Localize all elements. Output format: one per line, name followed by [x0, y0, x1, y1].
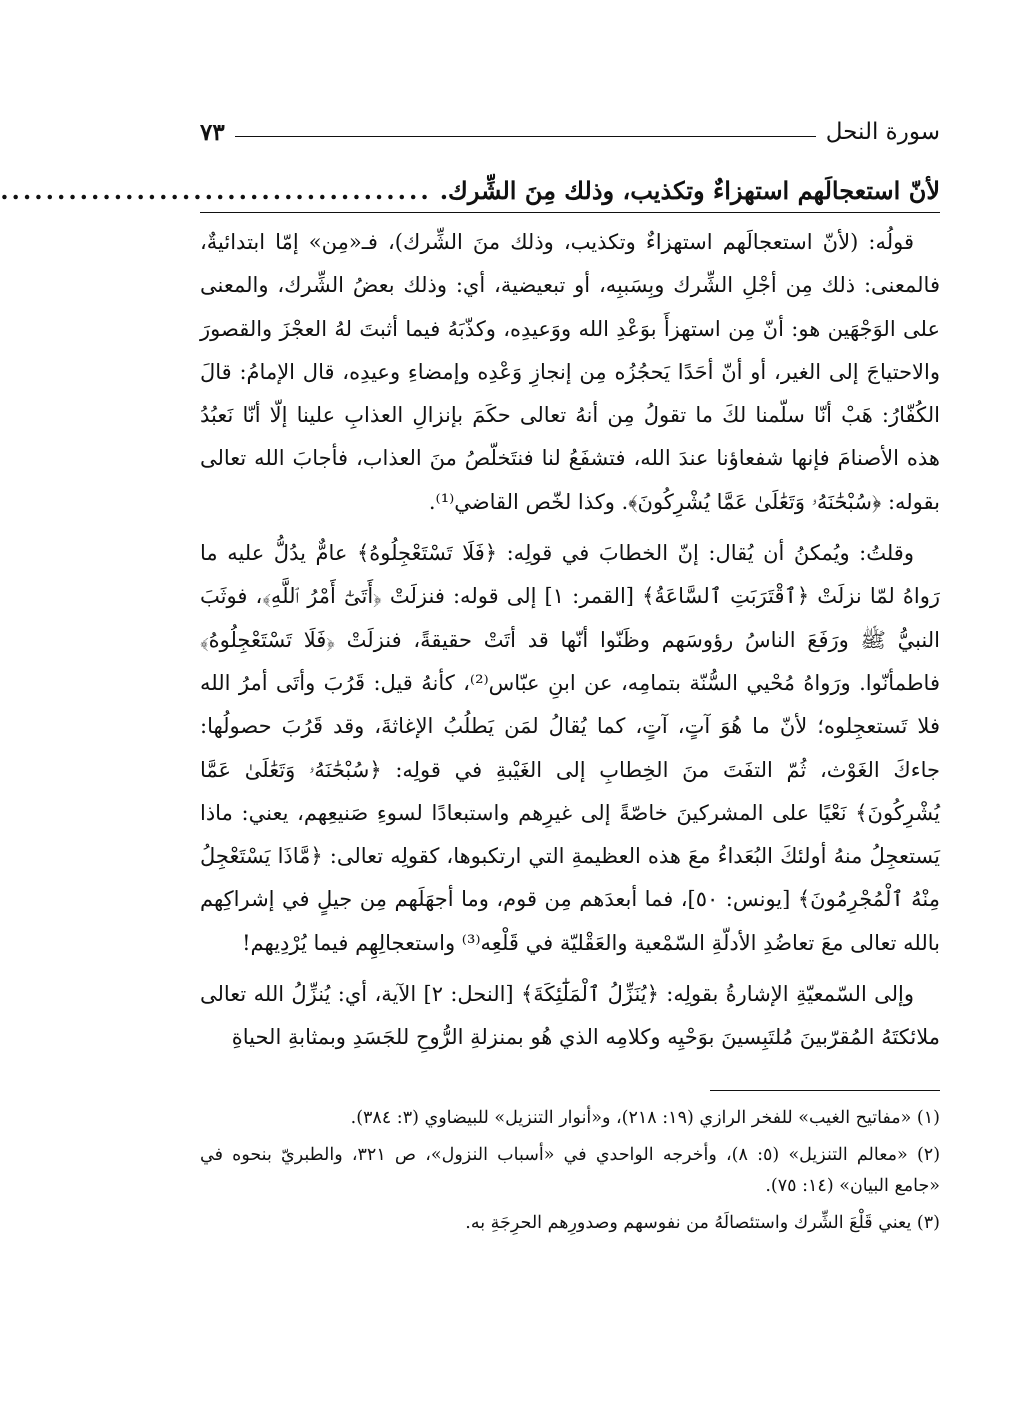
paragraph-3: وإلى السّمعيّةِ الإشارةُ بقولِه: ﴿يُنَزِّلُ ٱلْمَلَٰٓئِكَةَ﴾ [النحل: ٢] الآية، أي: يُنزِّلُ الله تعالى ملائكتَهُ المُقرّبينَ مُلتَبِسينَ بوَحْيِه وكلامِه الذي هُو بمنزلةِ الرُّوحِ للجَسَدِ وبمثابةِ الحياةِ [200, 982, 940, 1050]
paragraph-1: قولُه: (لأنّ استعجالَهم استهزاءٌ وتكذيب، وذلك منَ الشِّرك)، فـ«مِن» إمّا ابتدائيةٌ، فالمعنى: ذلك مِن أجْلِ الشِّرك وبِسَببِه، أو تبعيضية، أي: وذلك بعضُ الشِّرك، والمعنى على الوَجْهَين هو: أنّ مِن استهزأَ بوَعْدِ الله ووَعيدِه، وكذّبَهُ فيما أثبتَ لهُ العجْزَ والقصورَ والاحتياجَ إلى الغير، أو أنّ أحَدًا يَحجُزُه مِن إنجازِ وَعْدِه وإمضاءِ وعيدِه، قال الإمامُ: قالَ الكُفّارُ: هَبْ أنّا سلّمنا لكَ ما تقولُ مِن أنهُ تعالى حكَمَ بإنزالِ العذابِ علينا إلّا أنّا نَعبُدُ هذه الأصنامَ فإنها شفعاؤنا عندَ الله، فتشفَعُ لنا فنتَخلّصُ منَ العذاب، فأجابَ الله تعالى بقوله: ﴿سُبْحَٰنَهُۥ وَتَعَٰلَىٰ عَمَّا يُشْرِكُونَ﴾. وكذا لخّص القاضي⁽¹⁾. [200, 230, 940, 514]
footnotes [200, 1103, 940, 1239]
surah-title: سورة النحل [825, 119, 940, 145]
page [0, 112, 941, 1245]
footnote-1: (١) «مفاتيح الغيب» للفخر الرازي (١٩: ٢١٨)، و«أنوار التنزيل» للبيضاوي (٣: ٣٨٤). [350, 1107, 940, 1128]
matn-line [0, 174, 940, 208]
paragraph-2: وقلتُ: ويُمكنُ أن يُقال: إنّ الخطابَ في قولِه: ﴿فَلَا تَسْتَعْجِلُوهُ﴾ عامٌّ يدُلُّ عليه ما رَواهُ لمّا نزلَتْ ﴿ٱقْتَرَبَتِ ٱلسَّاعَةُ﴾ [القمر: ١] إلى قوله: فنزلَتْ ﴿أَتَىٰٓ أَمْرُ ٱللَّهِ﴾، فوثَبَ النبيُّ ﷺ ورَفَعَ الناسُ رؤوسَهم وظَنّوا أنّها قد أتَتْ حقيقةً، فنزلَتْ ﴿فَلَا تَسْتَعْجِلُوهُ﴾ فاطمأنّوا. ورَواهُ مُحْيي السُّنّة بتمامِه، عن ابنِ عبّاس⁽²⁾، كأنهُ قيل: قَرُبَ وأتَى أمرُ الله فلا تَستعجِلوه؛ لأنّ ما هُوَ آتٍ، آتٍ، كما يُقالُ لمَن يَطلُبُ الإغاثةَ، وقد قَرُبَ حصولُها: جاءكَ الغَوْث، ثُمّ التفَتَ منَ الخِطابِ إلى الغَيْبةِ في قولِه: ﴿سُبْحَٰنَهُۥ وَتَعَٰلَىٰ عَمَّا يُشْرِكُونَ﴾ نَعْيًا على المشركينَ خاصّةً إلى غيرِهم واستبعادًا لسوءِ صَنيعِهم، يعني: ماذا يَستعجِلُ منهُ أولئكَ البُعَداءُ معَ هذه العظيمةِ التي ارتكبوها، كقولِه تعالى: ﴿مَّاذَا يَسْتَعْجِلُ مِنْهُ ٱلْمُجْرِمُونَ﴾ [يونس: ٥٠]، فما أبعدَهم مِن قوم، وما أجهَلَهم مِن جيلٍ في إشراكِهم بالله تعالى معَ تعاضُدِ الأدلّةِ السّمْعية والعَقْليّة في قَلْعِه⁽³⁾ واستعجالِهِم فيما يُرْدِيهم! [200, 541, 940, 955]
matn-rule [200, 212, 940, 213]
commentary-body [200, 221, 940, 1060]
header-rule [235, 136, 816, 137]
matn-text: لأنّ استعجالَهم استهزاءٌ وتكذيب، وذلك مِنَ الشِّرك. [439, 176, 940, 205]
footnote-3: (٣) يعني قَلْعَ الشِّرك واستئصالَهُ من نفوسهم وصدورِهم الحرِجَةِ به. [465, 1212, 940, 1233]
matn-dots: ...................................... [0, 176, 432, 205]
page-number: ٧٣ [200, 118, 225, 146]
footnote-2: (٢) «معالم التنزيل» (٥: ٨)، وأخرجه الواحدي في «أسباب النزول»، ص ٣٢١، والطبريّ بنحوه في «جامع البيان» (١٤: ٧٥). [200, 1144, 941, 1196]
footnote-rule [710, 1090, 940, 1091]
running-header [200, 112, 940, 152]
